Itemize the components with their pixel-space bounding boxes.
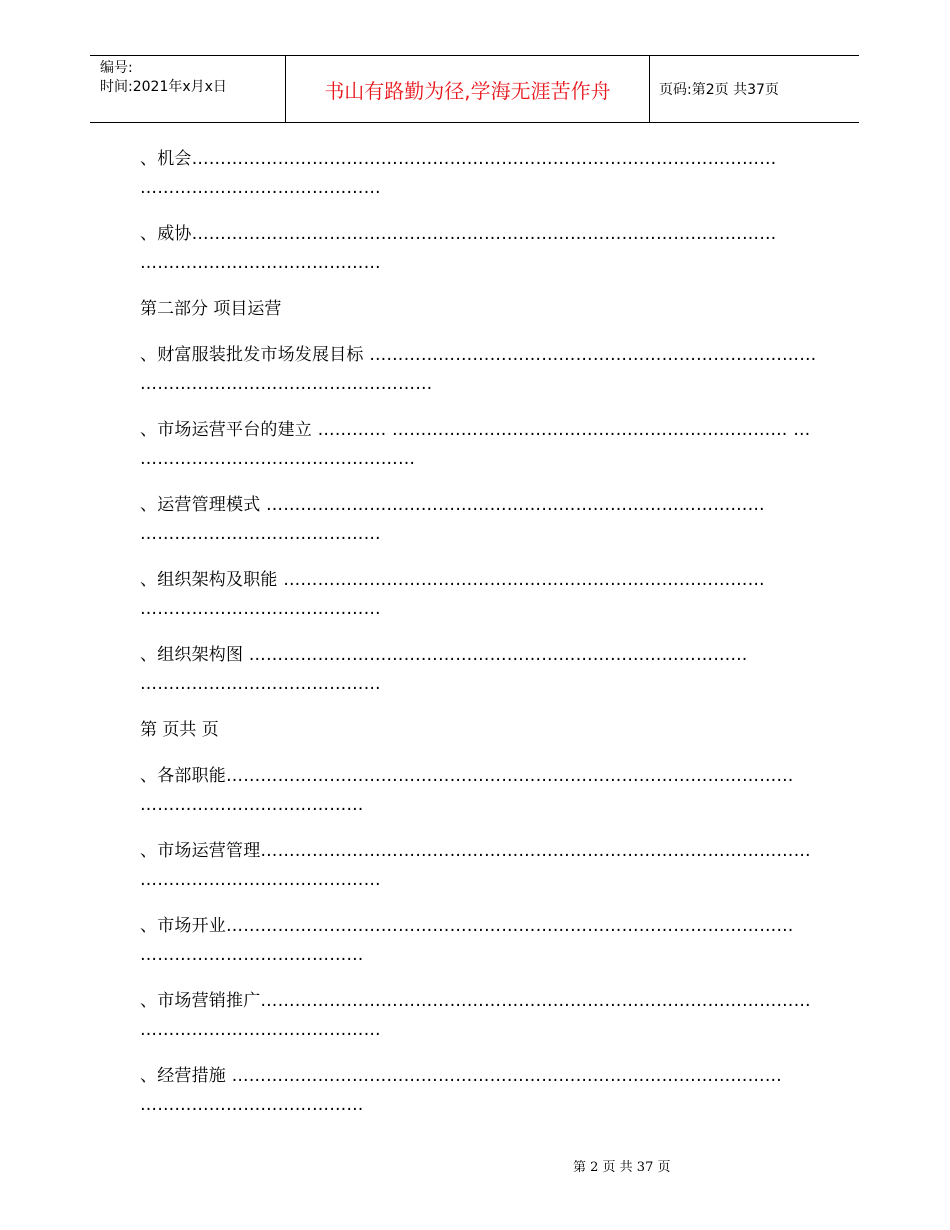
toc-entry[interactable] <box>140 641 820 699</box>
toc-leader-dots: ………………………………………………………………………… <box>277 570 765 590</box>
toc-entry[interactable] <box>140 341 820 399</box>
table-of-contents <box>140 145 820 1137</box>
toc-entry[interactable] <box>140 566 820 624</box>
toc-leader-dots-continued: ………………………………… <box>140 795 364 815</box>
header-page-cell <box>650 56 859 122</box>
header-motto: 书山有路勤为径,学海无涯苦作舟 <box>324 78 611 103</box>
toc-section-heading: 第 页共 页 <box>140 720 219 740</box>
toc-leader-dots: …………………………………………………………………………………… <box>260 841 811 861</box>
toc-leader-dots-continued: …………………………………… <box>140 1020 381 1040</box>
toc-leader-dots: ……………………………………………………………………………………… <box>226 916 794 936</box>
toc-leader-dots-continued: …………………………………… <box>140 599 381 619</box>
toc-leader-dots-continued: …………………………………… <box>140 870 381 890</box>
toc-leader-dots: ………………………………………………………………………………………… <box>191 149 777 169</box>
toc-leader-dots-continued: ………………………………………… <box>140 449 416 469</box>
toc-entry-title: 、经营措施 <box>140 1066 226 1086</box>
toc-entry[interactable] <box>140 762 820 820</box>
toc-entry[interactable] <box>140 220 820 278</box>
toc-leader-dots-continued: ………………………………… <box>140 1095 364 1115</box>
toc-entry-title: 、运营管理模式 <box>140 495 261 515</box>
toc-leader-dots-continued: …………………………………… <box>140 178 381 198</box>
doc-code-label: 编号: <box>100 60 133 76</box>
toc-leader-dots-continued: …………………………………………… <box>140 374 433 394</box>
toc-entry-title: 、市场开业 <box>140 916 226 936</box>
toc-entry[interactable] <box>140 837 820 895</box>
toc-leader-dots-continued: ………………………………… <box>140 945 364 965</box>
doc-time-label: 时间:2021年x月x日 <box>100 79 227 95</box>
toc-section-heading: 第二部分 项目运营 <box>140 299 282 319</box>
toc-leader-dots: …………………………………………………………………………… <box>260 495 765 515</box>
toc-leader-dots: …………………………………………………………………………………… <box>226 1066 783 1086</box>
toc-entry[interactable] <box>140 145 820 203</box>
toc-entry-title: 、市场营销推广 <box>140 991 261 1011</box>
toc-entry[interactable] <box>140 416 820 474</box>
page-footer: 第 2 页 共 37 页 <box>573 1160 671 1175</box>
toc-leader-dots: ……………………………………………………………………………………… <box>226 766 794 786</box>
toc-leader-dots-continued: …………………………………… <box>140 674 381 694</box>
toc-entry-title: 、组织架构图 <box>140 645 244 665</box>
toc-entry-title: 、财富服装批发市场发展目标 <box>140 345 364 365</box>
page-header <box>90 55 859 123</box>
toc-entry[interactable] <box>140 912 820 970</box>
toc-leader-dots: ………………………………………………………………………………………… <box>191 224 777 244</box>
toc-entry[interactable] <box>140 987 820 1045</box>
toc-entry-title: 、市场运营平台的建立 <box>140 420 312 440</box>
toc-entry-title: 、机会 <box>140 149 192 169</box>
toc-leader-dots: ………… …………………………………………………………… … <box>312 420 811 440</box>
toc-leader-dots: …………………………………………………………………………………… <box>260 991 811 1011</box>
toc-entry-title: 、市场运营管理 <box>140 841 261 861</box>
toc-leader-dots-continued: …………………………………… <box>140 524 381 544</box>
toc-leader-dots-continued: …………………………………… <box>140 253 381 273</box>
toc-entry-title: 、各部职能 <box>140 766 226 786</box>
toc-entry-title: 、威协 <box>140 224 192 244</box>
toc-leader-dots: …………………………………………………………………… <box>363 345 817 365</box>
toc-leader-dots: …………………………………………………………………………… <box>243 645 748 665</box>
header-page-info: 页码:第2页 共37页 <box>659 82 779 98</box>
header-motto-cell <box>286 56 650 122</box>
header-meta-cell <box>90 56 286 122</box>
toc-entry[interactable] <box>140 491 820 549</box>
toc-entry[interactable] <box>140 1062 820 1120</box>
toc-entry-title: 、组织架构及职能 <box>140 570 278 590</box>
